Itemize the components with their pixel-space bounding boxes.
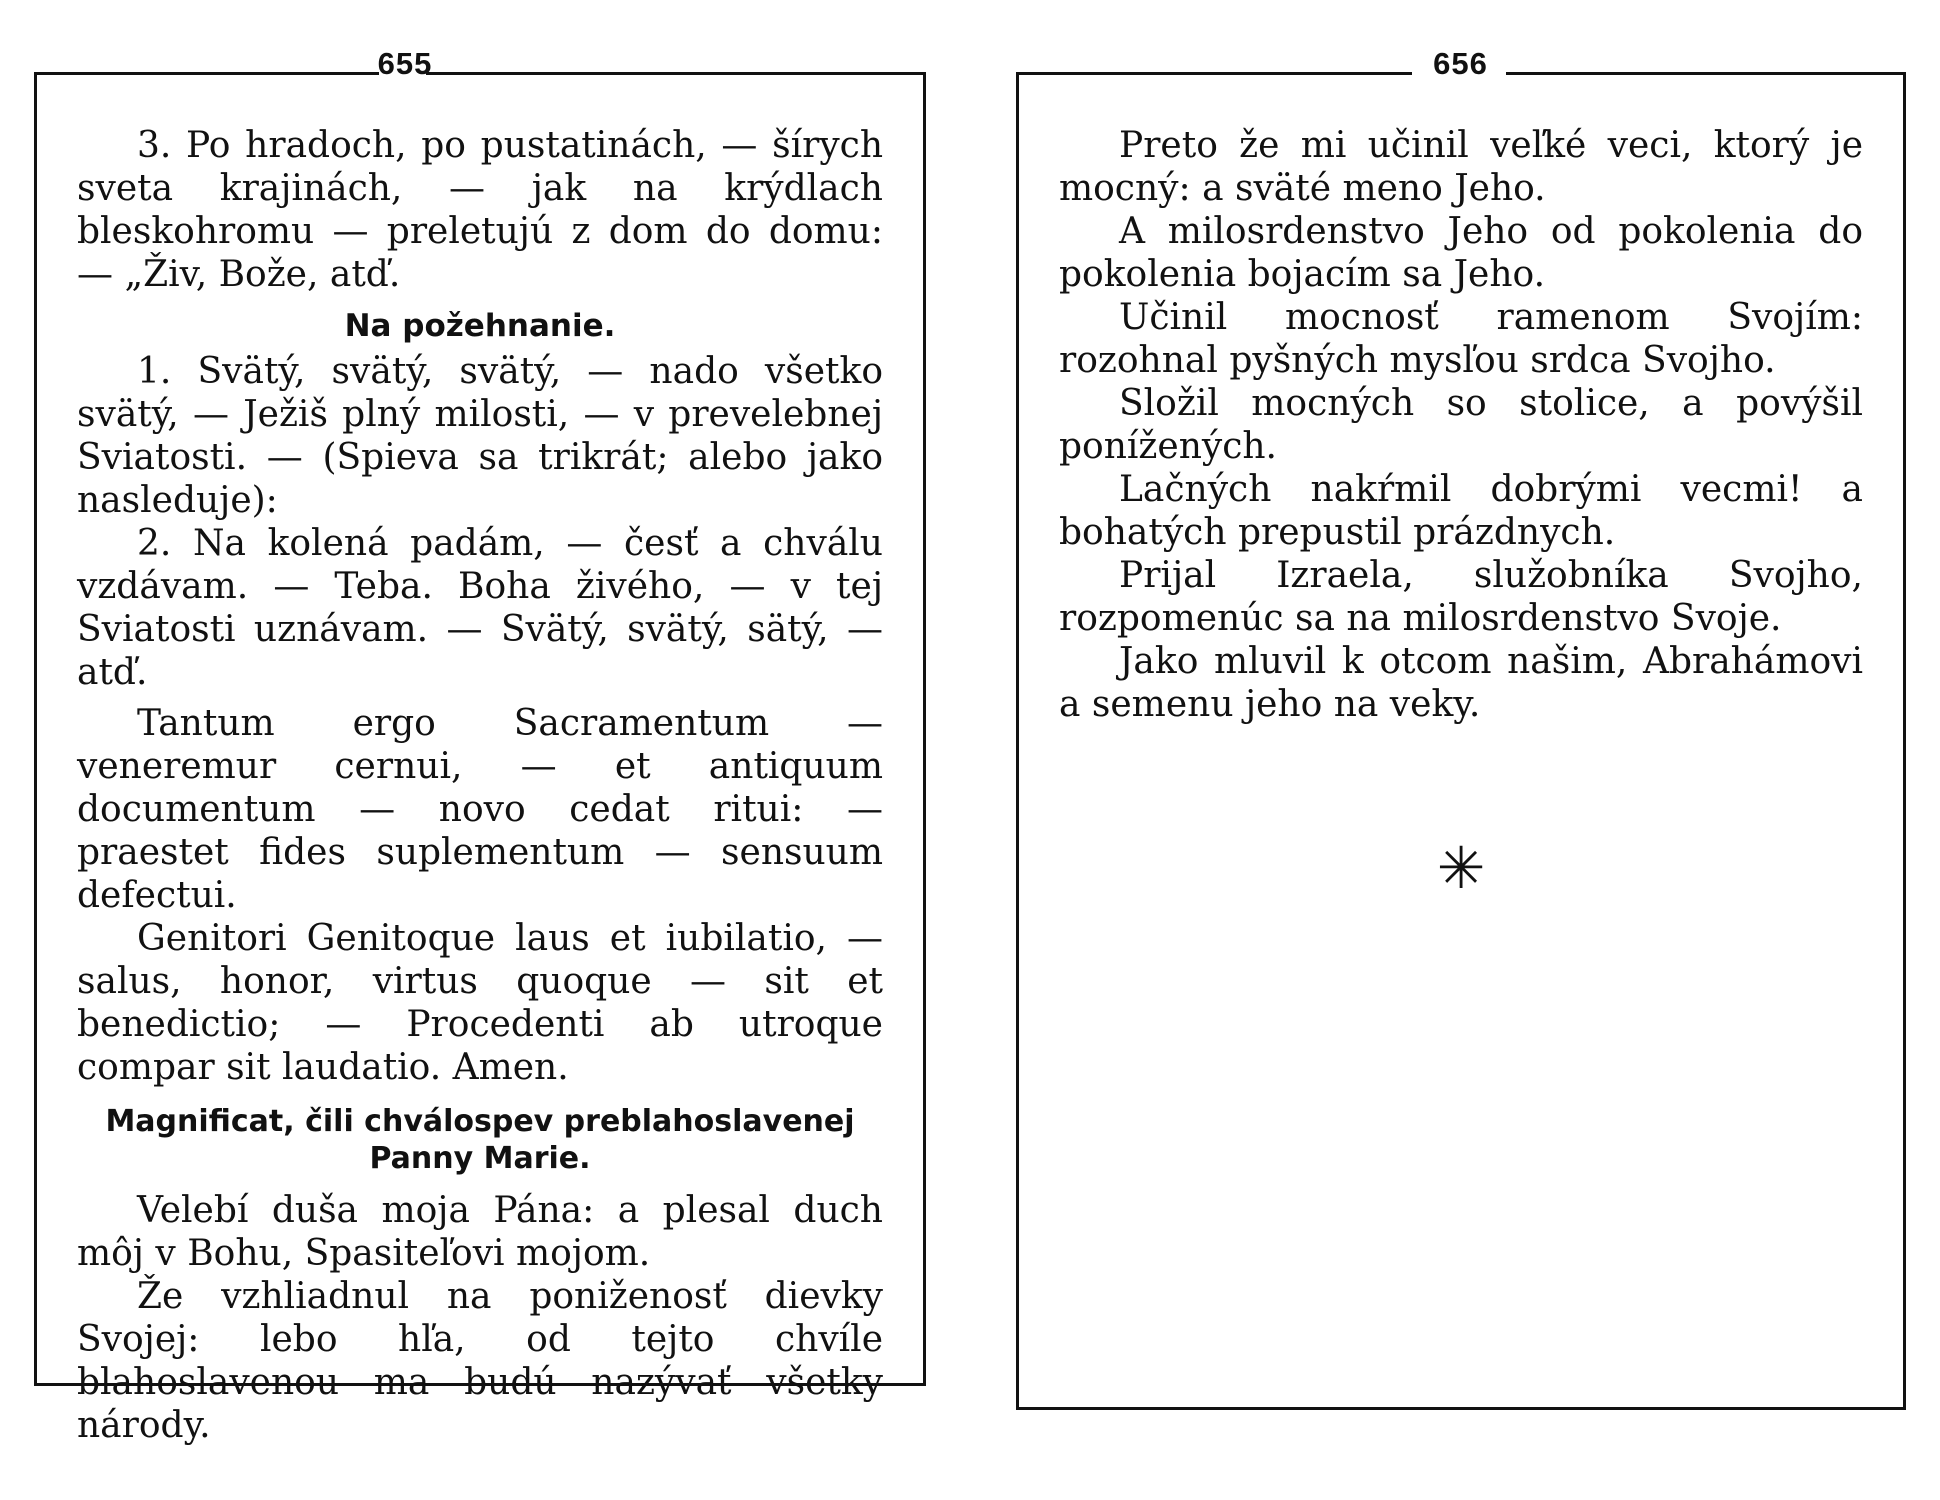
paragraph: Prijal Izraela, služobníka Svojho, rozpomenúc sa na milosrdenstvo Svoje. — [1059, 555, 1863, 639]
paragraph: Učinil mocnosť ramenom Svojím: rozohnal pyšných mysľou srdca Svojho. — [1059, 297, 1863, 381]
page-number: 656 — [1433, 46, 1488, 81]
paragraph: 2. Na kolená padám, — česť a chválu vzdávam. — Teba. Boha živého, — v tej Sviatosti uznávam. — Svätý, svätý, sätý, — atď. — [77, 523, 883, 693]
section-heading: Magnificat, čili chválospev preblahoslavenej Panny Marie. — [105, 1104, 855, 1176]
paragraph: Preto že mi učinil veľké veci, ktorý je mocný: a sväté meno Jeho. — [1059, 125, 1863, 209]
paragraph: Velebí duša moja Pána: a plesal duch môj v Bohu, Spasiteľovi mojom. — [77, 1190, 883, 1274]
page-text-frame — [34, 72, 926, 1446]
paragraph: Že vzhliadnul na poniženosť dievky Svojej: lebo hľa, od tejto chvíle blahoslavenou ma budú nazývať všetky národy. — [77, 1276, 883, 1446]
section-heading: Na požehnanie. — [344, 308, 616, 344]
paragraph: Genitori Genitoque laus et iubilatio, — salus, honor, virtus quoque — sit et benedictio; — Procedenti ab utroque compar sit laudatio. Amen. — [77, 918, 883, 1088]
paragraph: 3. Po hradoch, po pustatinách, — šírych sveta krajinách, — jak na krýdlach bleskohromu — preletujú z dom do domu: — „Živ, Bože, atď. — [77, 125, 883, 295]
paragraph: Jako mluvil k otcom našim, Abrahámovi a semenu jeho na veky. — [1059, 641, 1863, 725]
page-number: 655 — [377, 46, 433, 81]
left-page — [34, 46, 926, 1446]
paragraph: A milosrdenstvo Jeho od pokolenia do pokolenia bojacím sa Jeho. — [1059, 211, 1863, 295]
page-text-frame — [1016, 72, 1906, 1410]
paragraph: Tantum ergo Sacramentum — veneremur cernui, — et antiquum documentum — novo cedat ritui: — praestet fides suplementum — sensuum defectui. — [77, 703, 883, 916]
right-page — [1016, 48, 1906, 1410]
paragraph: 1. Svätý, svätý, svätý, — nado všetko svätý, — Ježiš plný milosti, — v prevelebnej Sviatosti. — (Spieva sa trikrát; alebo jako nasleduje): — [77, 351, 883, 521]
paragraph: Lačných nakŕmil dobrými vecmi! a bohatých prepustil prázdnych. — [1059, 469, 1863, 553]
paragraph: Složil mocných so stolice, a povýšil ponížených. — [1059, 383, 1863, 467]
asterisk-ornament-icon: ✳ — [1436, 834, 1486, 902]
